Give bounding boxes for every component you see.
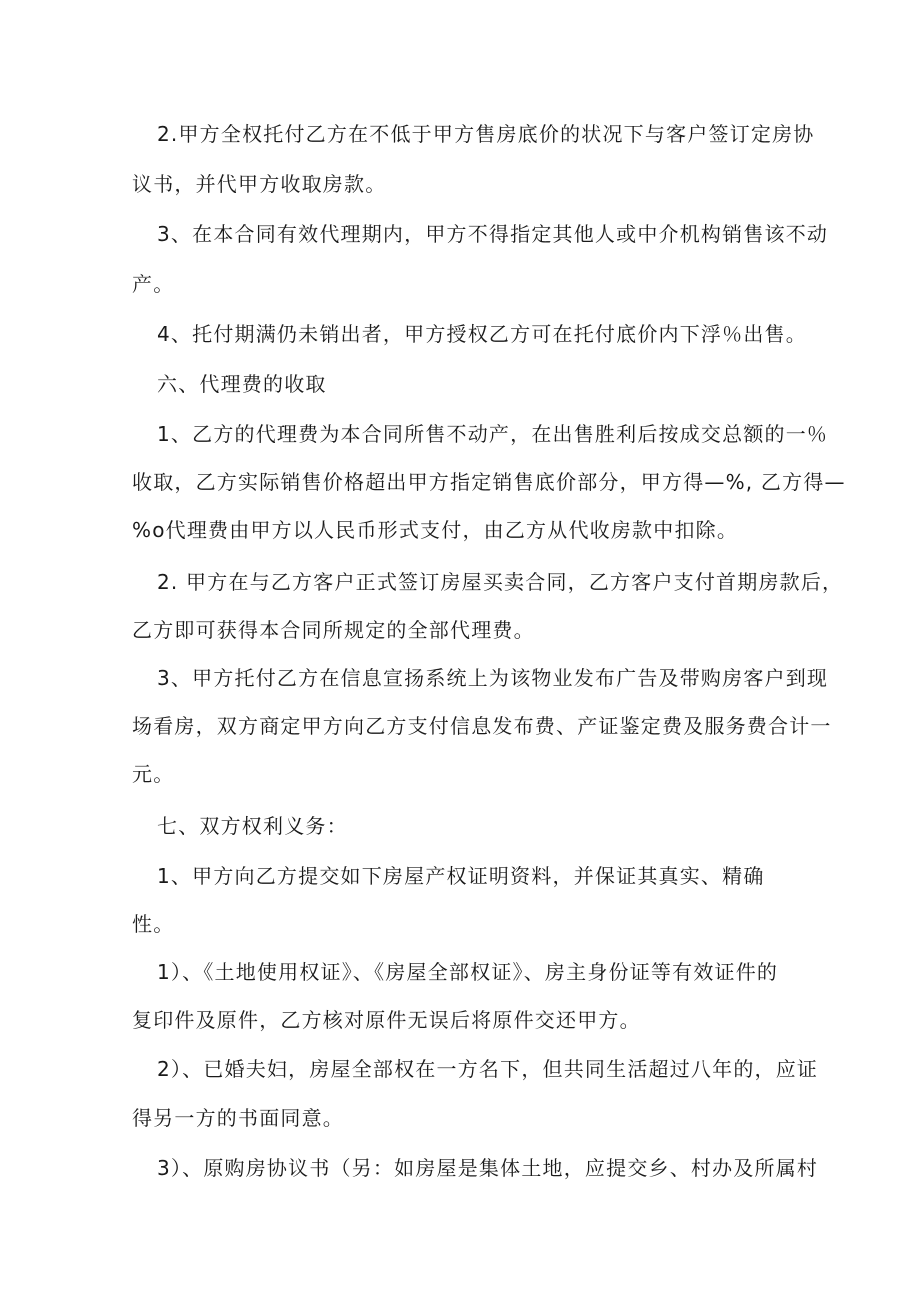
text-line: 性。 <box>132 912 175 936</box>
text-line: 3、甲方托付乙方在信息宣扬系统上为该物业发布广告及带购房客户到现 <box>157 666 829 690</box>
text-line: 3、在本合同有效代理期内，甲方不得指定其他人或中介机构销售该不动 <box>157 222 829 246</box>
text-line: 场看房，双方商定甲方向乙方支付信息发布费、产证鉴定费及服务费合计一 <box>132 714 832 738</box>
section-heading: 六、代理费的收取 <box>157 372 327 396</box>
section-heading: 七、双方权利义务： <box>157 814 348 838</box>
text-line: 2）、已婚夫妇，房屋全部权在一方名下，但共同生活超过八年的，应证 <box>157 1057 819 1081</box>
text-line: 议书，并代甲方收取房款。 <box>132 172 387 196</box>
text-line: 产。 <box>132 272 175 296</box>
text-line: 乙方即可获得本合同所规定的全部代理费。 <box>132 618 535 642</box>
text-line: 复印件及原件，乙方核对原件无误后将原件交还甲方。 <box>132 1008 641 1032</box>
text-line: 1、甲方向乙方提交如下房屋产权证明资料，并保证其真实、精确 <box>157 864 765 888</box>
text-line: %o代理费由甲方以人民币形式支付，由乙方从代收房款中扣除。 <box>132 518 739 542</box>
text-line: 得另一方的书面同意。 <box>132 1106 344 1130</box>
text-line: 收取，乙方实际销售价格超出甲方指定销售底价部分，甲方得—%, 乙方得— <box>132 470 846 494</box>
text-line: 3）、原购房协议书（另：如房屋是集体土地，应提交乡、村办及所属村 <box>157 1156 819 1180</box>
text-line: 1、乙方的代理费为本合同所售不动产，在出售胜利后按成交总额的一％ <box>157 422 829 446</box>
text-line: 元。 <box>132 762 175 786</box>
text-line: 2.甲方全权托付乙方在不低于甲方售房底价的状况下与客户签订定房协 <box>157 122 815 146</box>
text-line: 4、托付期满仍未销出者，甲方授权乙方可在托付底价内下浮％出售。 <box>157 322 807 346</box>
text-line: 1）、《土地使用权证》、《房屋全部权证》、房主身份证等有效证件的 <box>157 960 779 984</box>
text-line: 2. 甲方在与乙方客户正式签订房屋买卖合同，乙方客户支付首期房款后， <box>157 570 844 594</box>
